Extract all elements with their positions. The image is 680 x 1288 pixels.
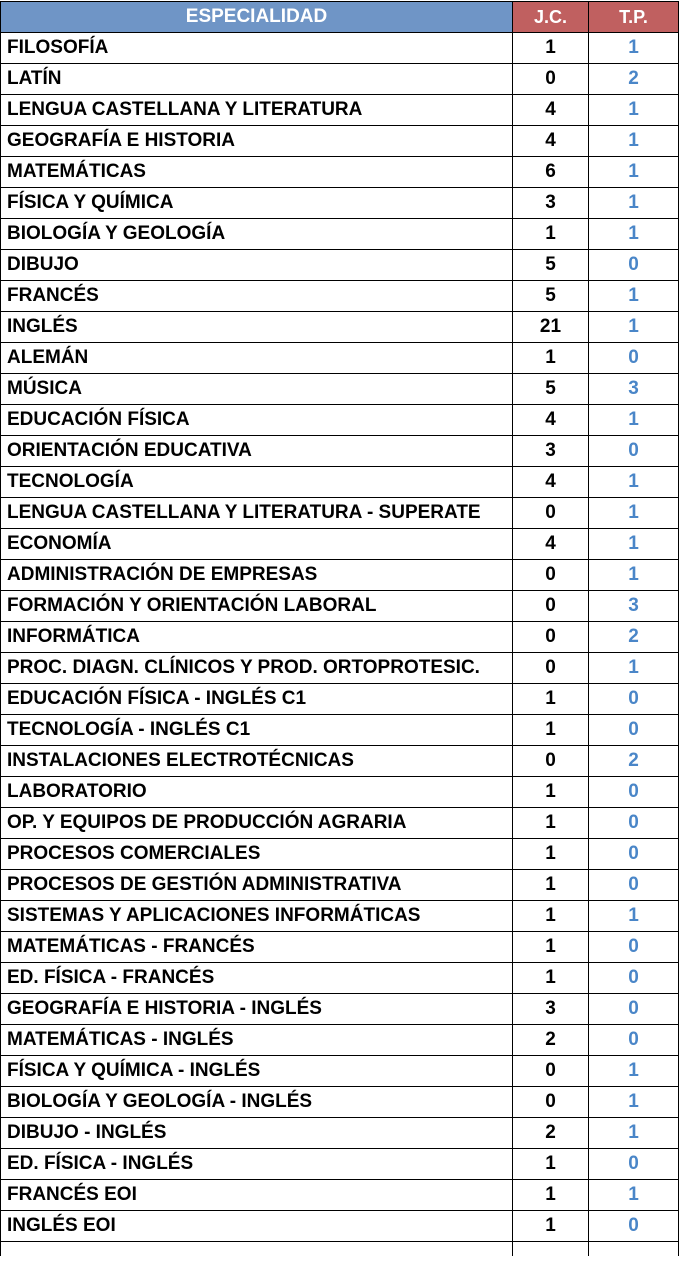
table-row xyxy=(1,963,679,994)
cell-tp: 1 xyxy=(589,126,679,157)
cell-jc: 0 xyxy=(513,64,589,95)
table-row xyxy=(1,529,679,560)
cell-tp: 1 xyxy=(589,312,679,343)
table-row xyxy=(1,839,679,870)
cell-jc: 4 xyxy=(513,126,589,157)
cell-especialidad: PROCESOS COMERCIALES xyxy=(1,839,513,870)
cell-especialidad: GEOGRAFÍA E HISTORIA xyxy=(1,126,513,157)
table-row xyxy=(1,405,679,436)
table-row xyxy=(1,1211,679,1242)
cell-jc: 1 xyxy=(513,343,589,374)
cell-jc: 0 xyxy=(513,1056,589,1087)
table-row xyxy=(1,932,679,963)
cell-tp: 1 xyxy=(589,1180,679,1211)
cell-jc: 4 xyxy=(513,467,589,498)
table-row xyxy=(1,994,679,1025)
cell-jc: 1 xyxy=(513,219,589,250)
table-row xyxy=(1,1149,679,1180)
cell-tp: 1 xyxy=(589,529,679,560)
table-row xyxy=(1,250,679,281)
table-row xyxy=(1,622,679,653)
cell-especialidad: FRANCÉS xyxy=(1,281,513,312)
cell-jc: 1 xyxy=(513,715,589,746)
table-row xyxy=(1,157,679,188)
cell-jc: 0 xyxy=(513,498,589,529)
table-row xyxy=(1,808,679,839)
cell-jc: 1 xyxy=(513,777,589,808)
cell-tp: 2 xyxy=(589,622,679,653)
cell-tp: 3 xyxy=(589,591,679,622)
header-jc: J.C. xyxy=(513,2,589,33)
cell-tp: 1 xyxy=(589,901,679,932)
table-row xyxy=(1,95,679,126)
cell-especialidad: ALEMÁN xyxy=(1,343,513,374)
cell-especialidad: MATEMÁTICAS - INGLÉS xyxy=(1,1025,513,1056)
cell-especialidad: ORIENTACIÓN EDUCATIVA xyxy=(1,436,513,467)
cell-especialidad: PROC. DIAGN. CLÍNICOS Y PROD. ORTOPROTESIC. xyxy=(1,653,513,684)
table-row xyxy=(1,653,679,684)
cell-tp: 1 xyxy=(589,1087,679,1118)
cell-especialidad: INGLÉS EOI xyxy=(1,1211,513,1242)
cell-tp: 0 xyxy=(589,963,679,994)
cell-especialidad: BIOLOGÍA Y GEOLOGÍA xyxy=(1,219,513,250)
partial-row xyxy=(1,1242,679,1256)
cell-tp: 0 xyxy=(589,436,679,467)
table-row xyxy=(1,746,679,777)
cell-especialidad: FÍSICA Y QUÍMICA - INGLÉS xyxy=(1,1056,513,1087)
cell-jc: 6 xyxy=(513,157,589,188)
cell-tp: 0 xyxy=(589,994,679,1025)
cell-tp: 1 xyxy=(589,1118,679,1149)
cell-jc: 4 xyxy=(513,95,589,126)
table-row xyxy=(1,1180,679,1211)
cell-jc: 0 xyxy=(513,622,589,653)
cell-jc: 3 xyxy=(513,188,589,219)
cell-jc: 0 xyxy=(513,1087,589,1118)
cell-especialidad: TECNOLOGÍA xyxy=(1,467,513,498)
cell-especialidad: MÚSICA xyxy=(1,374,513,405)
cell-especialidad: FORMACIÓN Y ORIENTACIÓN LABORAL xyxy=(1,591,513,622)
cell-especialidad: LENGUA CASTELLANA Y LITERATURA xyxy=(1,95,513,126)
cell-especialidad: INGLÉS xyxy=(1,312,513,343)
cell-jc: 1 xyxy=(513,870,589,901)
cell-especialidad: ED. FÍSICA - INGLÉS xyxy=(1,1149,513,1180)
table-row xyxy=(1,560,679,591)
table-row xyxy=(1,1118,679,1149)
cell-tp: 0 xyxy=(589,1211,679,1242)
table-row xyxy=(1,374,679,405)
cell-jc: 3 xyxy=(513,994,589,1025)
cell-tp: 0 xyxy=(589,343,679,374)
cell-tp: 0 xyxy=(589,932,679,963)
cell-jc: 1 xyxy=(513,932,589,963)
table-row xyxy=(1,343,679,374)
empty-cell xyxy=(1,1242,513,1256)
cell-especialidad: PROCESOS DE GESTIÓN ADMINISTRATIVA xyxy=(1,870,513,901)
header-tp: T.P. xyxy=(589,2,679,33)
cell-tp: 3 xyxy=(589,374,679,405)
empty-cell xyxy=(589,1242,679,1256)
cell-jc: 1 xyxy=(513,901,589,932)
cell-especialidad: BIOLOGÍA Y GEOLOGÍA - INGLÉS xyxy=(1,1087,513,1118)
cell-tp: 0 xyxy=(589,777,679,808)
cell-jc: 0 xyxy=(513,653,589,684)
table-row xyxy=(1,126,679,157)
cell-jc: 1 xyxy=(513,808,589,839)
cell-especialidad: ED. FÍSICA - FRANCÉS xyxy=(1,963,513,994)
cell-jc: 2 xyxy=(513,1118,589,1149)
cell-tp: 1 xyxy=(589,653,679,684)
cell-especialidad: EDUCACIÓN FÍSICA xyxy=(1,405,513,436)
cell-tp: 1 xyxy=(589,281,679,312)
cell-especialidad: FÍSICA Y QUÍMICA xyxy=(1,188,513,219)
table-row xyxy=(1,715,679,746)
cell-tp: 0 xyxy=(589,870,679,901)
cell-especialidad: OP. Y EQUIPOS DE PRODUCCIÓN AGRARIA xyxy=(1,808,513,839)
cell-especialidad: MATEMÁTICAS xyxy=(1,157,513,188)
cell-especialidad: FRANCÉS EOI xyxy=(1,1180,513,1211)
cell-tp: 1 xyxy=(589,95,679,126)
cell-tp: 1 xyxy=(589,405,679,436)
table-row xyxy=(1,1056,679,1087)
table-row xyxy=(1,281,679,312)
cell-especialidad: FILOSOFÍA xyxy=(1,33,513,64)
table-row xyxy=(1,1087,679,1118)
cell-jc: 4 xyxy=(513,529,589,560)
cell-especialidad: MATEMÁTICAS - FRANCÉS xyxy=(1,932,513,963)
especialidades-table xyxy=(0,1,679,1256)
cell-jc: 1 xyxy=(513,1211,589,1242)
table-row xyxy=(1,1025,679,1056)
cell-especialidad: ECONOMÍA xyxy=(1,529,513,560)
table-row xyxy=(1,219,679,250)
cell-jc: 1 xyxy=(513,1180,589,1211)
cell-jc: 1 xyxy=(513,963,589,994)
empty-cell xyxy=(513,1242,589,1256)
cell-jc: 5 xyxy=(513,281,589,312)
cell-jc: 3 xyxy=(513,436,589,467)
cell-especialidad: TECNOLOGÍA - INGLÉS C1 xyxy=(1,715,513,746)
cell-especialidad: SISTEMAS Y APLICACIONES INFORMÁTICAS xyxy=(1,901,513,932)
cell-tp: 1 xyxy=(589,157,679,188)
table-row xyxy=(1,64,679,95)
cell-especialidad: DIBUJO xyxy=(1,250,513,281)
cell-tp: 0 xyxy=(589,1149,679,1180)
cell-tp: 0 xyxy=(589,684,679,715)
cell-tp: 1 xyxy=(589,467,679,498)
table-row xyxy=(1,436,679,467)
table-body xyxy=(1,33,679,1256)
cell-especialidad: GEOGRAFÍA E HISTORIA - INGLÉS xyxy=(1,994,513,1025)
cell-jc: 2 xyxy=(513,1025,589,1056)
table-row xyxy=(1,870,679,901)
cell-especialidad: LATÍN xyxy=(1,64,513,95)
cell-especialidad: DIBUJO - INGLÉS xyxy=(1,1118,513,1149)
cell-tp: 0 xyxy=(589,250,679,281)
cell-tp: 2 xyxy=(589,746,679,777)
cell-tp: 0 xyxy=(589,1025,679,1056)
table-row xyxy=(1,777,679,808)
cell-tp: 1 xyxy=(589,498,679,529)
cell-jc: 1 xyxy=(513,839,589,870)
cell-tp: 1 xyxy=(589,188,679,219)
table-row xyxy=(1,901,679,932)
cell-jc: 4 xyxy=(513,405,589,436)
cell-tp: 1 xyxy=(589,1056,679,1087)
cell-jc: 5 xyxy=(513,250,589,281)
cell-jc: 0 xyxy=(513,591,589,622)
table-row xyxy=(1,467,679,498)
cell-jc: 5 xyxy=(513,374,589,405)
table-row xyxy=(1,312,679,343)
cell-tp: 0 xyxy=(589,839,679,870)
cell-jc: 1 xyxy=(513,1149,589,1180)
header-row xyxy=(1,2,679,33)
cell-jc: 1 xyxy=(513,684,589,715)
cell-tp: 2 xyxy=(589,64,679,95)
cell-jc: 0 xyxy=(513,560,589,591)
cell-especialidad: EDUCACIÓN FÍSICA - INGLÉS C1 xyxy=(1,684,513,715)
cell-especialidad: LABORATORIO xyxy=(1,777,513,808)
header-especialidad: ESPECIALIDAD xyxy=(1,2,513,33)
cell-tp: 1 xyxy=(589,560,679,591)
table-row xyxy=(1,33,679,64)
cell-tp: 1 xyxy=(589,33,679,64)
cell-tp: 0 xyxy=(589,715,679,746)
cell-especialidad: ADMINISTRACIÓN DE EMPRESAS xyxy=(1,560,513,591)
table-row xyxy=(1,591,679,622)
cell-jc: 21 xyxy=(513,312,589,343)
cell-jc: 0 xyxy=(513,746,589,777)
cell-jc: 1 xyxy=(513,33,589,64)
table-row xyxy=(1,188,679,219)
table-row xyxy=(1,684,679,715)
cell-tp: 0 xyxy=(589,808,679,839)
cell-especialidad: INSTALACIONES ELECTROTÉCNICAS xyxy=(1,746,513,777)
cell-tp: 1 xyxy=(589,219,679,250)
table-row xyxy=(1,498,679,529)
cell-especialidad: INFORMÁTICA xyxy=(1,622,513,653)
cell-especialidad: LENGUA CASTELLANA Y LITERATURA - SUPERATE xyxy=(1,498,513,529)
